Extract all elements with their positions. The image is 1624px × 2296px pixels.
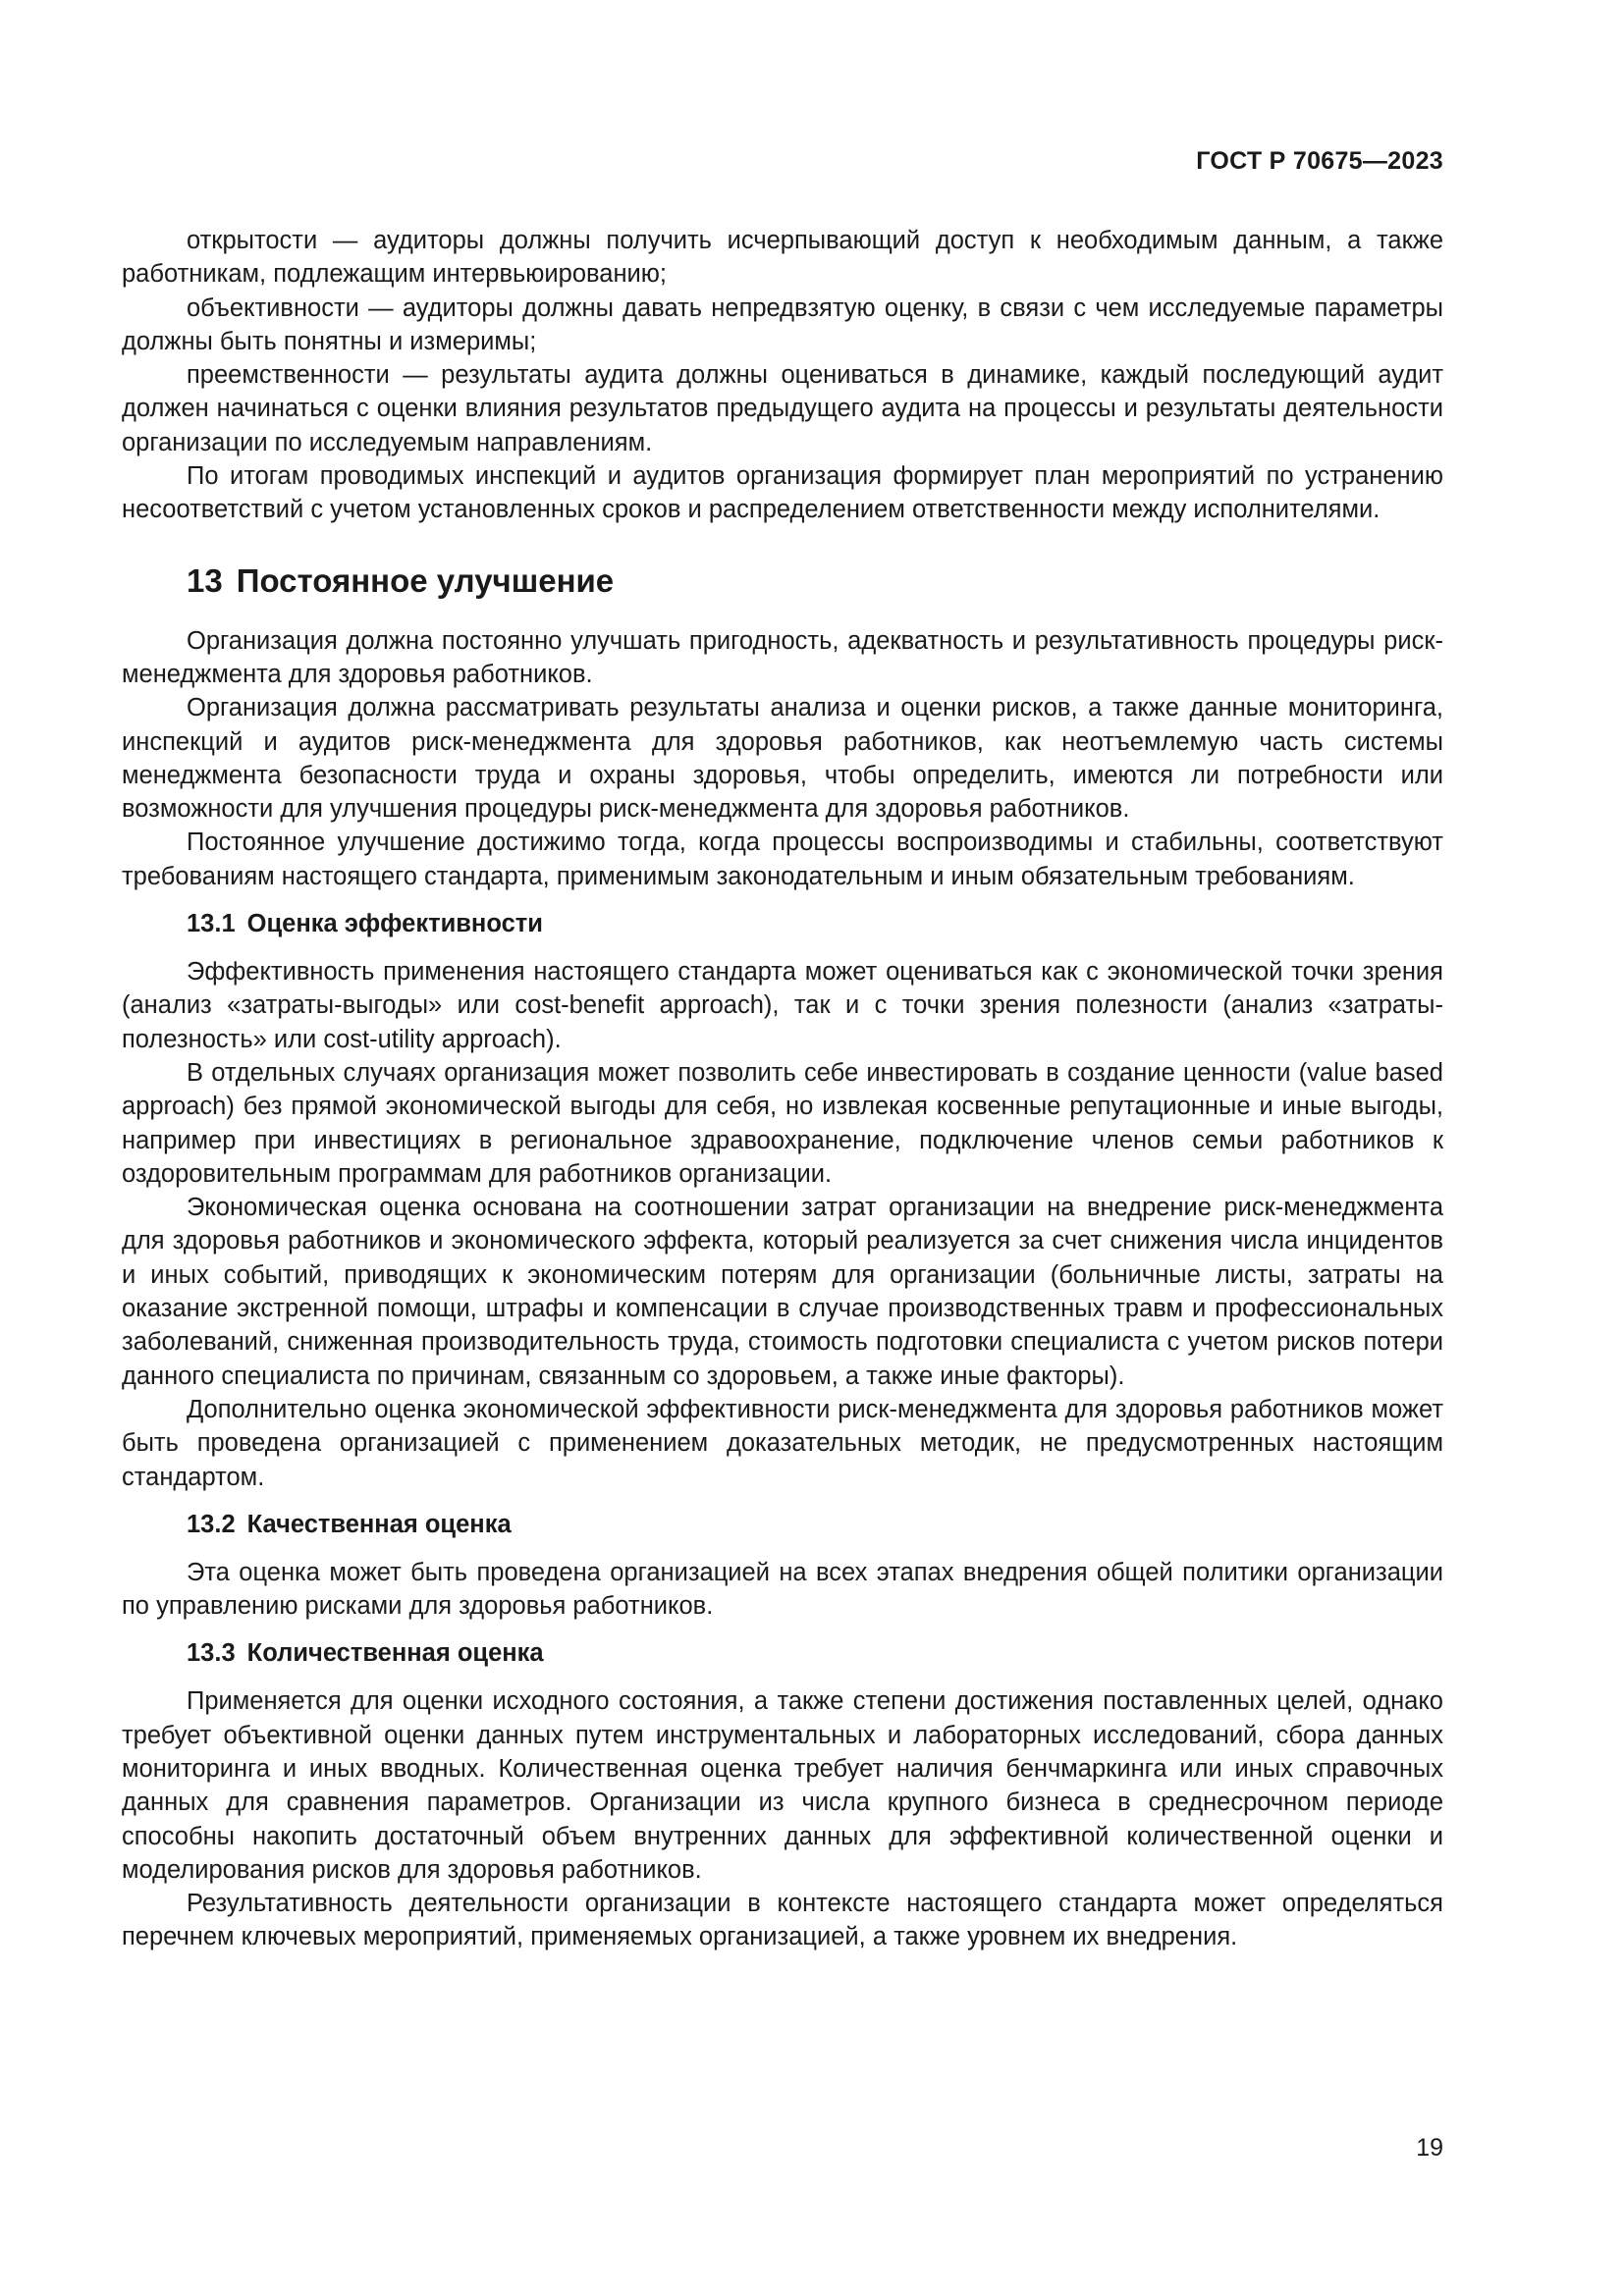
intro-paragraph-action-plan: По итогам проводимых инспекций и аудитов организация формирует план мероприятий по устранению несоответствий с учетом установленных сроков и распределением ответственности между исполнителями. (122, 462, 1443, 524)
subsection-13-3-paragraph: Результативность деятельности организации в контексте настоящего стандарта может определяться перечнем ключевых мероприятий, применяемых организацией, а также уровнем их внедрения. (122, 1890, 1443, 1951)
intro-paragraph-continuity: преемственности — результаты аудита должны оцениваться в динамике, каждый последующий аудит должен начинаться с оценки влияния результатов предыдущего аудита на процессы и результаты деятельности организации по исследуемым направлениям. (122, 361, 1443, 456)
section-13-paragraph: Постоянное улучшение достижимо тогда, когда процессы воспроизводимы и стабильны, соответствуют требованиям настоящего стандарта, применимым законодательным и иным обязательным требованиям. (122, 828, 1443, 890)
subsection-13-3-title: Количественная оценка (246, 1639, 544, 1668)
section-13-number: 13 (187, 561, 223, 599)
intro-paragraph-openness: открытости — аудиторы должны получить исчерпывающий доступ к необходимым данным, а также работникам, подлежащим интервьюированию; (122, 227, 1443, 289)
subsection-13-1-paragraph: Дополнительно оценка экономической эффективности риск-менеджмента для здоровья работников может быть проведена организацией с применением доказательных методик, не предусмотренных настоящим стандартом. (122, 1395, 1443, 1491)
subsection-13-2-number: 13.2 (187, 1510, 236, 1538)
subsection-13-3-number: 13.3 (187, 1639, 236, 1668)
page-number: 19 (1416, 2134, 1443, 2162)
document-page (122, 0, 1443, 2296)
document-body (122, 224, 1443, 1954)
subsection-13-3-paragraph: Применяется для оценки исходного состояния, а также степени достижения поставленных целей, однако требует объективной оценки данных путем инструментальных и лабораторных исследований, сбора данных мониторинга и иных вводных. Количественная оценка требует наличия бенчмаркинга или иных справочных данных для сравнения параметров. Организации из числа крупного бизнеса в среднесрочном периоде способны накопить достаточный объем внутренних данных для эффективной количественной оценки и моделирования рисков для здоровья работников. (122, 1687, 1443, 1884)
section-13-title: Постоянное улучшение (236, 561, 615, 599)
subsection-13-3-heading (187, 1636, 1443, 1670)
subsection-13-1-paragraph: В отдельных случаях организация может позволить себе инвестировать в создание ценности (value based approach) без прямой экономической выгоды для себя, но извлекая косвенные репутационные и иные выгоды, например при инвестициях в региональное здравоохранение, подключение членов семьи работников к оздоровительным программам для работников организации. (122, 1058, 1443, 1188)
section-13-paragraph: Организация должна рассматривать результаты анализа и оценки рисков, а также данные мониторинга, инспекций и аудитов риск-менеджмента для здоровья работников, как неотъемлемую часть системы менеджмента безопасности труда и охраны здоровья, чтобы определить, имеются ли потребности или возможности для улучшения процедуры риск-менеджмента для здоровья работников. (122, 694, 1443, 824)
subsection-13-2-heading (187, 1508, 1443, 1541)
subsection-13-1-paragraph: Экономическая оценка основана на соотношении затрат организации на внедрение риск-менеджмента для здоровья работников и экономического эффекта, который реализуется за счет снижения числа инцидентов и иных событий, приводящих к экономическим потерям для организации (больничные листы, затраты на оказание экстренной помощи, штрафы и компенсации в случае производственных травм и профессиональных заболеваний, сниженная производительность труда, стоимость подготовки специалиста с учетом рисков потери данного специалиста по причинам, связанным со здоровьем, а также иные факторы). (122, 1194, 1443, 1390)
section-13-paragraph: Организация должна постоянно улучшать пригодность, адекватность и результативность процедуры риск-менеджмента для здоровья работников. (122, 626, 1443, 688)
subsection-13-1-heading (187, 907, 1443, 940)
subsection-13-1-paragraph: Эффективность применения настоящего стандарта может оцениваться как с экономической точки зрения (анализ «затраты-выгоды» или cost-benefit approach), так и с точки зрения полезности (анализ «затраты-полезность» или cost-utility approach). (122, 958, 1443, 1053)
subsection-13-1-number: 13.1 (187, 910, 236, 938)
subsection-13-2-title: Качественная оценка (246, 1510, 512, 1538)
subsection-13-2-paragraph: Эта оценка может быть проведена организацией на всех этапах внедрения общей политики организации по управлению рисками для здоровья работников. (122, 1558, 1443, 1621)
subsection-13-1-title: Оценка эффективности (246, 910, 543, 938)
intro-paragraph-objectivity: объективности — аудиторы должны давать непредвзятую оценку, в связи с чем исследуемые параметры должны быть понятны и измеримы; (122, 294, 1443, 355)
section-13-heading (187, 561, 1443, 601)
document-id-header: ГОСТ Р 70675—2023 (1196, 147, 1443, 175)
